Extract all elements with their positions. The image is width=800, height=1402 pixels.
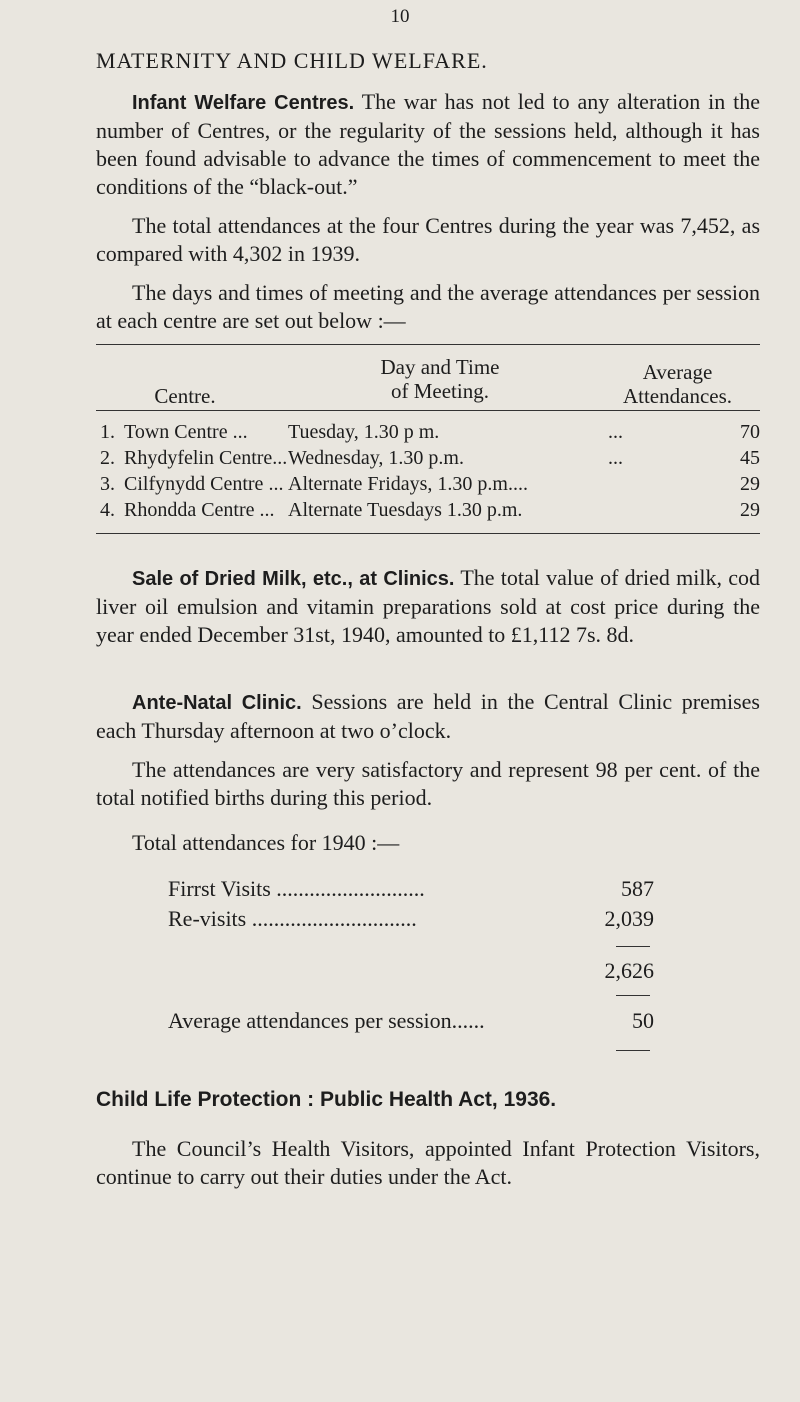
header-day-time-line1: Day and Time: [380, 355, 500, 379]
row-centre-name: Town Centre: [124, 421, 228, 443]
row-centre: [124, 473, 283, 496]
row-centre-dots: ...: [254, 499, 275, 521]
row-number: 4.: [100, 499, 115, 521]
first-visits-value: 587: [621, 876, 654, 901]
row-day-time: Tuesday, 1.30 p m.: [288, 421, 440, 443]
header-average-attendances: [590, 360, 765, 408]
row-attendance: 29: [740, 499, 760, 521]
revisits-label: Re-visits ..............................: [168, 906, 417, 931]
row-attendance: 29: [740, 473, 760, 495]
row-centre: [124, 447, 287, 470]
dried-milk-text: The total value of dried milk, cod liver oil emulsion and vitamin preparations sold at cost price during the year ended December 31st, 1940, amounted to £1,112 7s. 8d.: [96, 565, 760, 647]
visits-sum-value: 2,626: [604, 958, 654, 983]
row-centre: [124, 499, 275, 522]
row-number: 3.: [100, 473, 115, 495]
table-row: [100, 421, 760, 447]
infant-welfare-text: The war has not led to any alteration in the number of Centres, or the regularity of the sessions held, although it has been found advisable to advance the times of commencement to meet the conditions of the “black-out.”: [96, 89, 760, 199]
child-life-paragraph: The Council’s Health Visitors, appointed Infant Protection Visitors, continue to carry out their duties under the Act.: [96, 1136, 760, 1189]
header-day-time: [340, 355, 540, 403]
header-day-time-line2: of Meeting.: [391, 379, 489, 403]
row-day-time: Alternate Tuesdays 1.30 p.m.: [288, 499, 523, 521]
average-attendances-label: Average attendances per session......: [168, 1008, 485, 1033]
antenatal-text: Sessions are held in the Central Clinic premises each Thursday afternoon at two o’clock.: [96, 689, 760, 743]
sum-rule-top: [616, 946, 650, 947]
totals-label: Total attendances for 1940 :—: [132, 830, 400, 855]
row-centre: [124, 421, 248, 444]
table-row: [100, 447, 760, 473]
first-visits-label: Firrst Visits ...........................: [168, 876, 425, 901]
antenatal-heading: Ante-Natal Clinic.: [132, 692, 302, 714]
row-number: 1.: [100, 421, 115, 443]
antenatal-attendances-paragraph: The attendances are very satisfactory and represent 98 per cent. of the total notified births during this period.: [96, 757, 760, 810]
page-title: MATERNITY AND CHILD WELFARE.: [96, 48, 488, 73]
header-average-line1: Average: [642, 360, 713, 384]
dried-milk-heading: Sale of Dried Milk, etc., at Clinics.: [132, 568, 455, 590]
row-centre-dots: ...: [227, 421, 248, 443]
table-header-rule: [96, 410, 760, 411]
header-centre: Centre.: [154, 384, 216, 408]
infant-welfare-paragraph: [96, 88, 760, 201]
average-attendances-value: 50: [632, 1008, 654, 1033]
page-number: 10: [390, 6, 410, 27]
infant-welfare-heading: Infant Welfare Centres.: [132, 92, 355, 114]
row-centre-name: Rhydyfelin Centre...: [124, 447, 288, 469]
table-row: [100, 499, 760, 525]
dried-milk-paragraph: [96, 564, 760, 649]
row-centre-name: Rhondda Centre: [124, 499, 255, 521]
row-dots: ...: [608, 421, 623, 443]
row-day-time: Wednesday, 1.30 p.m.: [288, 447, 464, 469]
row-centre-name: Cilfynydd Centre: [124, 473, 264, 495]
days-times-paragraph: The days and times of meeting and the average attendances per session at each centre are set out below :—: [96, 280, 760, 333]
total-attendances-paragraph: The total attendances at the four Centres during the year was 7,452, as compared with 4,302 in 1939.: [96, 213, 760, 266]
sum-rule-bottom: [616, 995, 650, 996]
header-average-line2: Attendances.: [622, 384, 733, 408]
antenatal-paragraph: [96, 688, 760, 745]
row-day-time: Alternate Fridays, 1.30 p.m....: [288, 473, 528, 495]
row-number: 2.: [100, 447, 115, 469]
table-top-rule: [96, 344, 760, 345]
child-life-heading: Child Life Protection : Public Health Act, 1936.: [96, 1088, 557, 1111]
revisits-value: 2,039: [604, 906, 654, 931]
row-centre-dots: ...: [263, 473, 284, 495]
table-row: [100, 473, 760, 499]
row-dots: ...: [608, 447, 623, 469]
table-bottom-rule: [96, 533, 760, 534]
row-attendance: 70: [740, 421, 760, 443]
row-attendance: 45: [740, 447, 760, 469]
average-rule: [616, 1050, 650, 1051]
